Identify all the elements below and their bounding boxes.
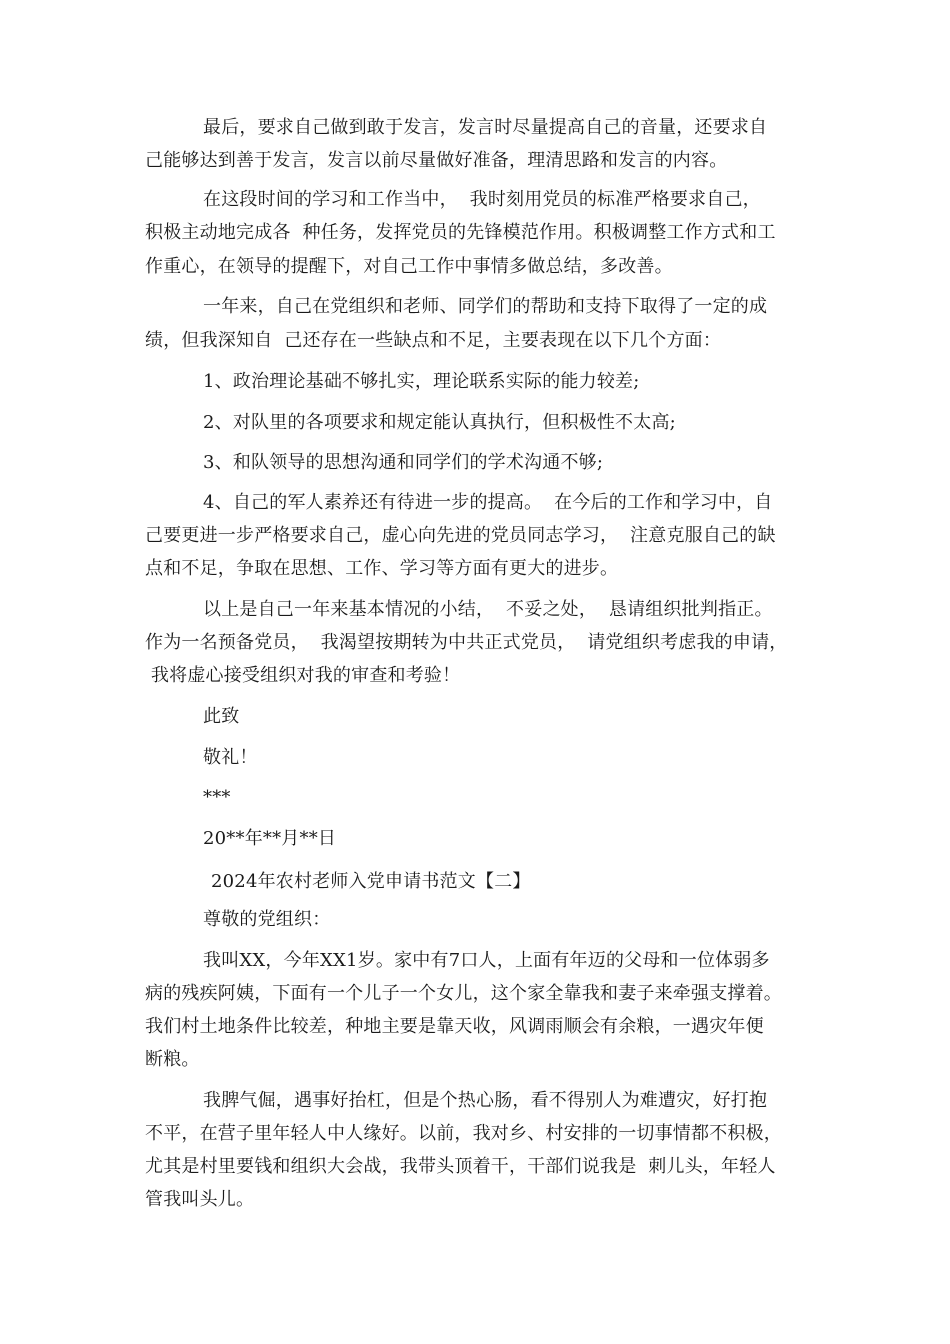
closing-line: 敬礼！ [203,747,258,768]
text-line: 断粮。 [145,1049,200,1070]
text-line: 不平，在营子里年轻人中人缘好。以前，我对乡、村安排的一切事情都不积极， [145,1123,782,1144]
text-line: 一年来，自己在党组织和老师、同学们的帮助和支持下取得了一定的成 [203,296,768,317]
text-line: 病的残疾阿姨，下面有一个儿子一个女儿，这个家全靠我和妻子来牵强支撑着。 [145,983,782,1004]
salutation: 尊敬的党组织： [203,909,331,930]
text-line: 己要更进一步严格要求自己，虚心向先进的党员同志学习， 注意克服自己的缺 [145,525,776,546]
signature: *** [203,787,231,808]
text-line: 管我叫头儿。 [145,1189,255,1210]
text-line: 我们村土地条件比较差，种地主要是靠天收，风调雨顺会有余粮，一遇灾年便 [145,1016,764,1037]
list-item: 3、和队领导的思想沟通和同学们的学术沟通不够; [203,452,604,473]
text-line: 作为一名预备党员， 我渴望按期转为中共正式党员， 请党组织考虑我的申请， [145,632,788,653]
text-line: 我叫XX，今年XX1岁。家中有7口人，上面有年迈的父母和一位体弱多 [203,950,770,971]
text-line: 最后，要求自己做到敢于发言，发言时尽量提高自己的音量，还要求自 [203,117,768,138]
closing-line: 此致 [203,706,240,727]
text-line: 我将虚心接受组织对我的审查和考验！ [145,665,461,686]
text-line: 4、自己的军人素养还有待进一步的提高。 在今后的工作和学习中，自 [203,492,773,513]
text-line: 绩，但我深知自 己还存在一些缺点和不足，主要表现在以下几个方面： [145,330,722,351]
text-line: 作重心，在领导的提醒下，对自己工作中事情多做总结，多改善。 [145,256,673,277]
text-line: 在这段时间的学习和工作当中， 我时刻用党员的标准严格要求自己， [203,189,761,210]
text-line: 积极主动地完成各 种任务，发挥党员的先锋模范作用。积极调整工作方式和工 [145,222,776,243]
text-line: 点和不足，争取在思想、工作、学习等方面有更大的进步。 [145,558,619,579]
date: 20**年**月**日 [203,828,337,849]
text-line: 以上是自己一年来基本情况的小结， 不妥之处， 恳请组织批判指正。 [203,599,773,620]
text-line: 尤其是村里要钱和组织大会战，我带头顶着干，干部们说我是 刺儿头，年轻人 [145,1156,776,1177]
list-item: 2、对队里的各项要求和规定能认真执行，但积极性不太高; [203,412,676,433]
text-line: 己能够达到善于发言，发言以前尽量做好准备，理清思路和发言的内容。 [145,150,728,171]
text-line: 我脾气倔，遇事好抬杠，但是个热心肠，看不得别人为难遭灾，好打抱 [203,1090,768,1111]
section-title: 2024年农村老师入党申请书范文【二】 [211,871,531,892]
list-item: 1、政治理论基础不够扎实，理论联系实际的能力较差; [203,371,640,392]
